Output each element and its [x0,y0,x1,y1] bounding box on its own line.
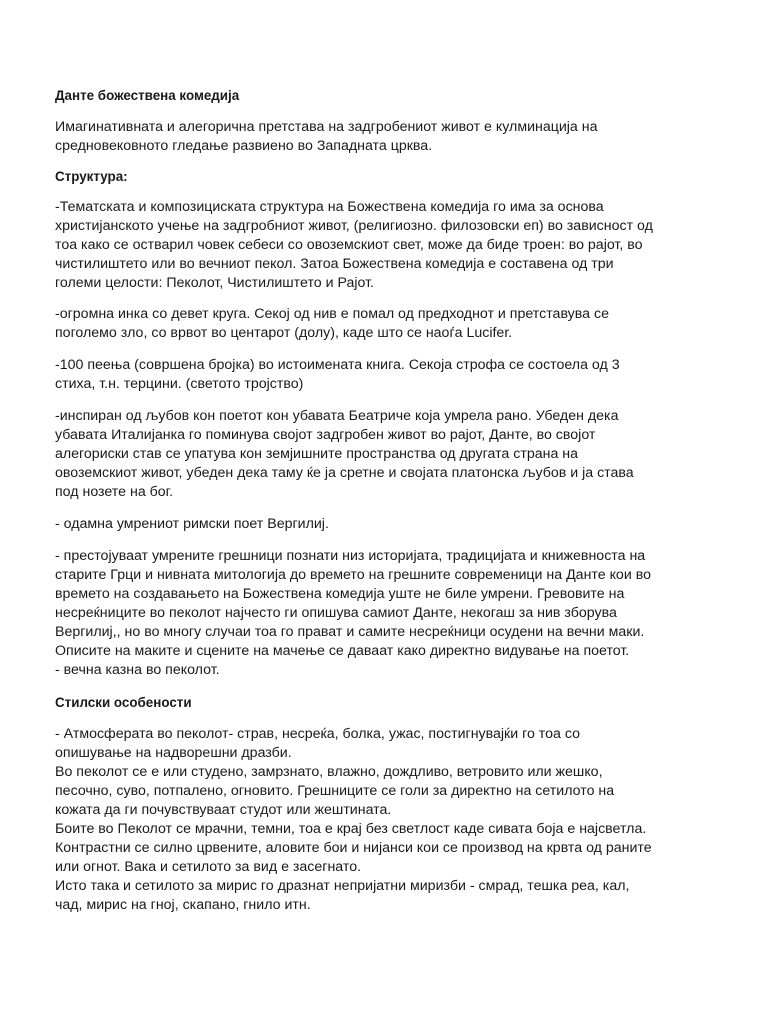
style-heading: Стилски особености [55,695,192,710]
document-body [55,86,723,915]
structure-heading: Структура: [55,169,128,184]
structure-paragraph-cantos: -100 пеења (совршена бројка) во истоимената книга. Секоја строфа се состоела од 3 стиха, т.н. терцини. (светото тројство) [55,357,620,392]
structure-paragraph-funnel: -огромна инка со девет круга. Секој од нив е помал од предходнот и претставува се поголемо зло, со врвот во центарот (долу), каде што се наоѓа Lucifer. [55,306,609,341]
structure-paragraph-themes: -Тематската и композициската структура на Божествена комедија го има за основа христијанското учење на задгробниот живот, (религиозно. филозовски еп) во зависност од тоа како се остварил човек себеси со овоземскиот свет, може да биде троен: во рајот, во чистилиштето или во вечниот пекол. Затоа Божествена комедија е составена од три големи целости: Пеколот, Чистилиштето и Рајот. [55,199,653,291]
structure-paragraph-virgil: - одамна умрениот римски поет Вергилиј. [55,516,329,532]
document-title: Данте божествена комедија [55,88,240,103]
intro-paragraph: Имагинативната и алегорична претстава на задгробениот живот е кулминација на средновековното гледање развиено во Западната црква. [55,119,598,154]
structure-paragraph-sinners: - престојуваат умрените грешници познати низ историјата, традицијата и книжевноста на старите Грци и нивната митологија до времето на грешните современици на Данте кои во времето на создавањето на Божествена комедија уште не биле умрени. Гревовите на несреќниците во пеколот најчесто ги опишува самиот Данте, некогаш за нив зборува Вергилиј,, но во многу случаи тоа го прават и самите несреќници осудени на вечни маки. Описите на маките и сцените на мачење се даваат како директно видување на поетот. - вечна казна во пеколот. [55,548,651,678]
style-paragraph: - Атмосферата во пеколот- страв, несреќа, болка, ужас, постигнувајќи го тоа со опишување на надворешни дразби. Во пеколот се е или студено, замрзнато, влажно, дождливо, ветровито или жешко, песочно, суво, потпалено, огновито. Грешниците се голи за директно на сетилото на кожата да ги почувствуваат студот или жештината. Боите во Пеколот се мрачни, темни, тоа е крај без светлост каде сивата боја е најсветла. Контрастни се силно црвените, аловите бои и нијанси кои се производ на крвта од раните или огнот. Вака и сетилото за вид е засегнато. Исто така и сетилото за мирис го дразнат непријатни миризби - смрад, тешка реа, кал, чад, мирис на гној, скапано, гнило итн. [55,726,652,913]
structure-paragraph-beatrice: -инспиран од љубов кон поетот кон убавата Беатриче која умрела рано. Убеден дека убавата Италијанка го поминува својот задгробен живот во рајот, Данте, во својот алегориски став се упатува кон земјишните пространства од другата страна на овоземскиот живот, убеден дека таму ќе ја сретне и својата платонска љубов и ја става под нозете на бог. [55,408,634,500]
